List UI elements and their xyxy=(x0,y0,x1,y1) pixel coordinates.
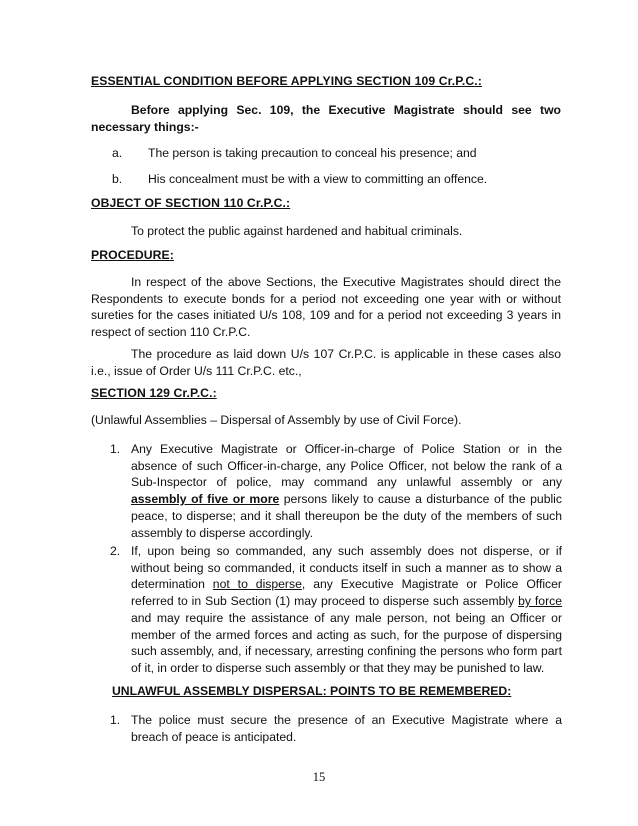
condition-text: The person is taking precaution to conceal his presence; and xyxy=(148,146,477,160)
heading-dispersal-points: UNLAWFUL ASSEMBLY DISPERSAL: POINTS TO BE REMEMBERED: xyxy=(112,684,512,698)
item-marker: 2. xyxy=(110,544,121,558)
section-129-item-2 xyxy=(110,543,562,677)
condition-text: His concealment must be with a view to committing an offence. xyxy=(148,172,488,186)
object-section-110: To protect the public against hardened and habitual criminals. xyxy=(131,224,463,238)
heading-procedure: PROCEDURE: xyxy=(91,248,174,262)
heading-section-110: OBJECT OF SECTION 110 Cr.P.C.: xyxy=(91,196,291,210)
item-text-part: persons likely to cause a disturbance of the public peace, to disperse; and it shall thereupon be the duty of the members of such assembly to disperse accordingly. xyxy=(131,492,562,540)
item-text-part: and may require the assistance of any male person, not being an Officer or member of the armed forces and acting as such, for the purpose of dispersing such assembly, and, if necessary, arresting confining the persons who form part of it, in order to disperse such assembly or that they may be punished to law. xyxy=(131,610,562,675)
item-text xyxy=(131,441,562,541)
heading-section-109: ESSENTIAL CONDITION BEFORE APPLYING SECTION 109 Cr.P.C.: xyxy=(91,74,482,88)
item-text: The police must secure the presence of an Executive Magistrate where a breach of peace is anticipated. xyxy=(131,713,562,744)
section-129-item-1 xyxy=(110,441,562,541)
item-text-part: , any Executive Magistrate or Police Officer referred to in Sub Section (1) may proceed to disperse such assembly xyxy=(131,577,562,609)
emphasis-by-force: by force xyxy=(518,594,562,609)
item-text-part: If, upon being so commanded, any such assembly does not disperse, or if without being so commanded, it conducts itself in such a manner as to show a determination xyxy=(131,544,562,592)
item-text-part: Any Executive Magistrate or Officer-in-charge of Police Station or in the absence of such Officer-in-charge, any Police Officer, not below the rank of a Sub-Inspector of police, may command any unlawful assembly or any xyxy=(131,442,562,490)
condition-item-a xyxy=(112,146,562,160)
emphasis-not-to-disperse: not to disperse xyxy=(212,577,302,592)
item-text xyxy=(131,543,562,677)
page-number: 15 xyxy=(312,770,326,784)
procedure-paragraph-2: The procedure as laid down U/s 107 Cr.P.C. is applicable in these cases also i.e., issue of Order U/s 111 Cr.P.C. etc., xyxy=(91,347,561,378)
condition-marker: a. xyxy=(112,146,123,160)
emphasis-assembly-of-five: assembly of five or more xyxy=(131,492,280,507)
item-marker: 1. xyxy=(110,713,121,727)
heading-section-129: SECTION 129 Cr.P.C.: xyxy=(91,386,217,400)
dispersal-point-1 xyxy=(110,712,562,745)
condition-marker: b. xyxy=(112,172,123,186)
subtitle-section-129: (Unlawful Assemblies – Dispersal of Assembly by use of Civil Force). xyxy=(91,413,462,427)
intro-section-109: Before applying Sec. 109, the Executive Magistrate should see two necessary things:- xyxy=(91,103,561,134)
item-marker: 1. xyxy=(110,442,121,456)
condition-item-b xyxy=(112,172,562,186)
procedure-paragraph-1: In respect of the above Sections, the Executive Magistrates should direct the Respondents to execute bonds for a period not exceeding one year with or without sureties for the cases initiated U/s 108, 109 and for a period not exceeding 3 years in respect of section 110 Cr.P.C. xyxy=(91,275,561,339)
